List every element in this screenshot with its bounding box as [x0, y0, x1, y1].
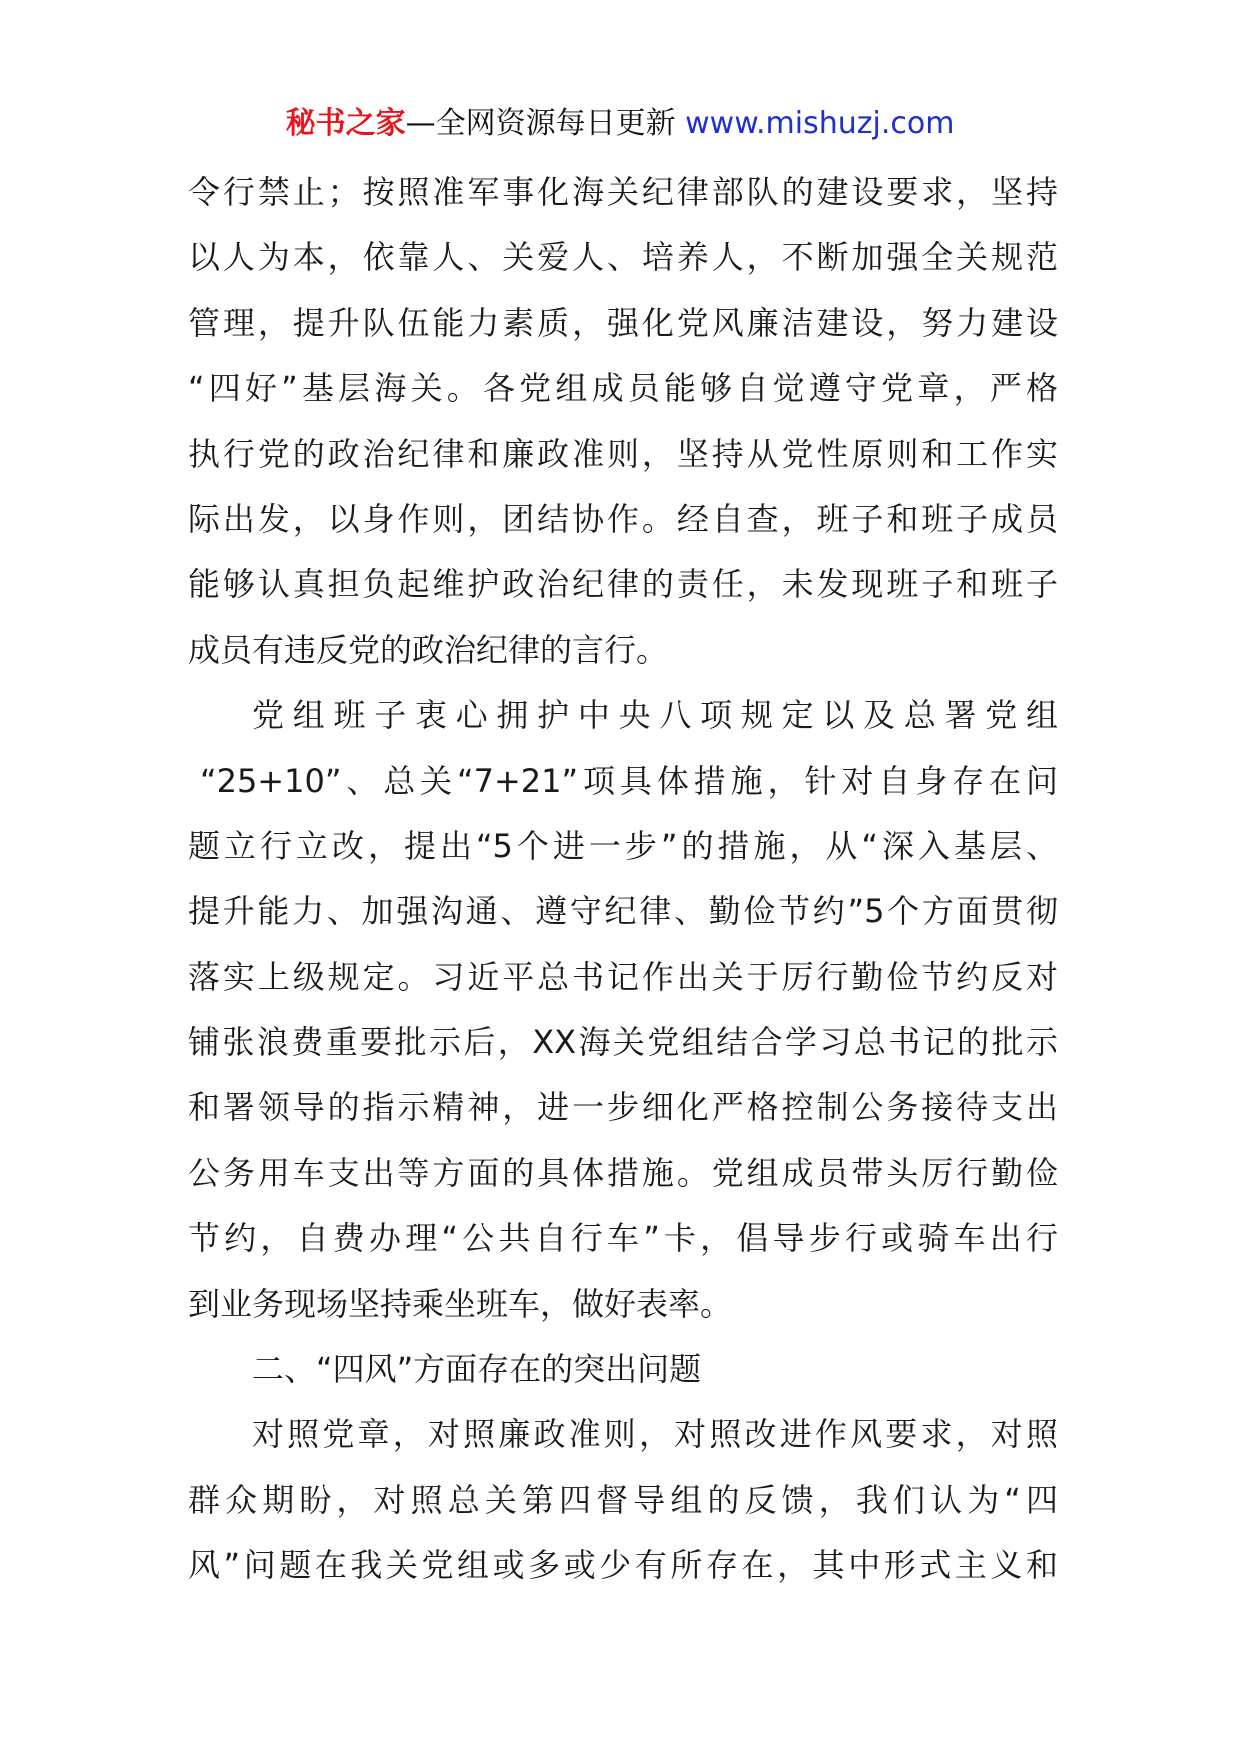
section-heading: 二、“四风”方面存在的突出问题	[252, 1350, 702, 1389]
text-line: 提升能力、加强沟通、遵守纪律、勤俭节约”5个方面贯彻	[188, 892, 1058, 931]
text-line: 和署领导的指示精神，进一步细化严格控制公务接待支出	[188, 1088, 1058, 1127]
text-line: 管理，提升队伍能力素质，强化党风廉洁建设，努力建设	[188, 303, 1058, 342]
paragraph-start-line: 党组班子衷心拥护中央八项规定以及总署党组	[252, 696, 1058, 735]
text-line: 风”问题在我关党组或多或少有所存在，其中形式主义和	[188, 1546, 1058, 1585]
text-line: 际出发，以身作则，团结协作。经自查，班子和班子成员	[188, 499, 1058, 538]
text-line: 执行党的政治纪律和廉政准则，坚持从党性原则和工作实	[188, 434, 1058, 473]
text-line: “25+10”、总关“7+21”项具体措施，针对自身存在问	[200, 761, 1058, 800]
site-header	[0, 104, 1240, 144]
text-line: 到业务现场坚持乘坐班车，做好表率。	[188, 1284, 733, 1323]
paragraph-start-line: 对照党章，对照廉政准则，对照改进作风要求，对照	[252, 1415, 1058, 1454]
text-line: 能够认真担负起维护政治纪律的责任，未发现班子和班子	[188, 565, 1058, 604]
text-line: 令行禁止；按照准军事化海关纪律部队的建设要求，坚持	[188, 173, 1058, 211]
text-line: “四好”基层海关。各党组成员能够自觉遵守党章，严格	[188, 369, 1058, 408]
site-url-link[interactable]: www.mishuzj.com	[685, 106, 955, 141]
site-tagline: —全网资源每日更新	[405, 106, 686, 141]
text-line: 成员有违反党的政治纪律的言行。	[188, 630, 669, 669]
text-line: 节约，自费办理“公共自行车”卡，倡导步行或骑车出行	[188, 1219, 1058, 1258]
text-line: 以人为本，依靠人、关爱人、培养人，不断加强全关规范	[188, 238, 1058, 277]
text-line: 落实上级规定。习近平总书记作出关于厉行勤俭节约反对	[188, 957, 1058, 996]
text-line: 铺张浪费重要批示后，XX海关党组结合学习总书记的批示	[188, 1023, 1058, 1062]
text-line: 公务用车支出等方面的具体措施。党组成员带头厉行勤俭	[188, 1153, 1058, 1192]
text-line: 题立行立改，提出“5个进一步”的措施，从“深入基层、	[188, 826, 1058, 865]
site-brand: 秘书之家	[285, 106, 406, 141]
document-body	[188, 160, 1058, 1599]
text-line: 群众期盼，对照总关第四督导组的反馈，我们认为“四	[188, 1480, 1058, 1519]
